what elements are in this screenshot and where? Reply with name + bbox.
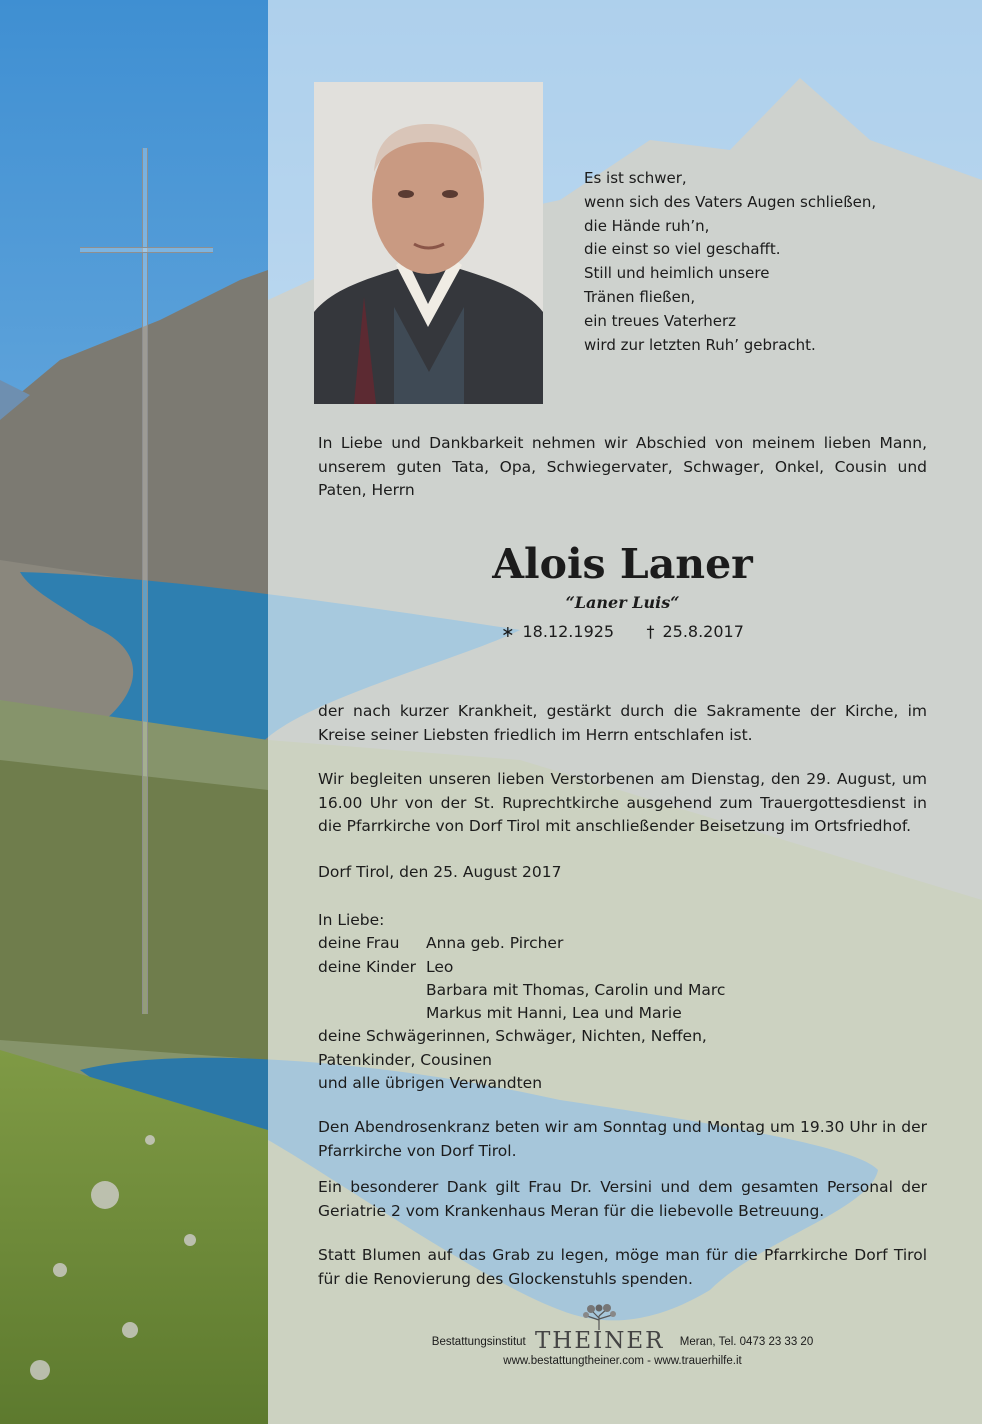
family-row: und alle übrigen Verwandten bbox=[318, 1074, 543, 1093]
poem-line: die einst so viel geschafft. bbox=[584, 240, 781, 259]
portrait-photo bbox=[314, 82, 543, 404]
poem-line: Still und heimlich unsere bbox=[584, 264, 770, 283]
place-date: Dorf Tirol, den 25. August 2017 bbox=[318, 863, 562, 881]
thanks-text: Ein besonderer Dank gilt Frau Dr. Versini und dem gesamten Personal der Geriatrie 2 vom Krankenhaus Meran für die liebevolle Betreuung. bbox=[318, 1178, 927, 1220]
cross-icon bbox=[142, 148, 148, 1014]
family-label: deine Frau bbox=[318, 934, 400, 953]
funeral-home-logo bbox=[535, 1328, 674, 1354]
birth-date: 18.12.1925 bbox=[522, 622, 615, 641]
poem-line: Tränen fließen, bbox=[584, 287, 696, 306]
website-links: www.bestattungtheiner.com - www.trauerhilfe.it bbox=[503, 1355, 742, 1367]
funeral-text: Wir begleiten unseren lieben Verstorbenen am Dienstag, den 29. August, um 16.00 Uhr von der St. Ruprechtkirche ausgehend zum Trauergottesdienst in die Pfarrkirche von Dorf Tirol mit anschließender Beisetzung im Ortsfriedhof. bbox=[318, 770, 927, 835]
intro-text: In Liebe und Dankbarkeit nehmen wir Abschied von meinem lieben Mann, unserem guten Tata, Opa, Schwiegervater, Schwager, Onkel, Cousin und Paten, Herrn bbox=[318, 434, 927, 499]
family-row: Patenkinder, Cousinen bbox=[318, 1050, 492, 1069]
contact-info: Meran, Tel. 0473 23 33 20 bbox=[679, 1336, 814, 1348]
death-date: 25.8.2017 bbox=[662, 622, 744, 641]
poem-line: ein treues Vaterherz bbox=[584, 311, 737, 330]
family-list bbox=[318, 909, 725, 1095]
death-text: der nach kurzer Krankheit, gestärkt durch die Sakramente der Kirche, im Kreise seiner Liebsten friedlich im Herrn entschlafen ist. bbox=[318, 702, 927, 744]
brand-name: THEINER bbox=[534, 1328, 665, 1354]
poem-line: Es ist schwer, bbox=[584, 169, 687, 187]
family-text: Leo bbox=[426, 957, 454, 976]
family-text: Barbara mit Thomas, Carolin und Marc bbox=[426, 980, 726, 999]
institute-label: Bestattungsinstitut bbox=[431, 1336, 526, 1348]
tree-icon bbox=[579, 1304, 619, 1330]
family-row bbox=[318, 979, 725, 1002]
poem-line: wird zur letzten Ruh’ gebracht. bbox=[584, 335, 816, 354]
family-row bbox=[318, 932, 725, 955]
deceased-name: Alois Laner bbox=[492, 540, 753, 588]
cross-icon-bar bbox=[80, 247, 213, 253]
deceased-nickname: “Laner Luis“ bbox=[565, 593, 680, 612]
family-row bbox=[318, 1002, 725, 1025]
family-text: Anna geb. Pircher bbox=[426, 934, 564, 953]
poem bbox=[584, 167, 876, 357]
death-symbol-icon: † bbox=[646, 622, 655, 641]
family-label: deine Kinder bbox=[318, 957, 417, 976]
family-row: deine Schwägerinnen, Schwäger, Nichten, Neffen, bbox=[318, 1027, 707, 1046]
funeral-home-footer bbox=[318, 1328, 927, 1367]
poem-line: die Hände ruh’n, bbox=[584, 216, 710, 235]
flowers-text: Statt Blumen auf das Grab zu legen, möge man für die Pfarrkirche Dorf Tirol für die Renovierung des Glockenstuhls spenden. bbox=[318, 1246, 927, 1288]
birth-symbol-icon: ∗ bbox=[501, 622, 515, 641]
poem-line: wenn sich des Vaters Augen schließen, bbox=[584, 192, 877, 211]
family-text: Markus mit Hanni, Lea und Marie bbox=[426, 1004, 682, 1023]
family-row bbox=[318, 956, 725, 979]
family-heading: In Liebe: bbox=[318, 911, 385, 929]
rosary-text: Den Abendrosenkranz beten wir am Sonntag und Montag um 19.30 Uhr in der Pfarrkirche von Dorf Tirol. bbox=[318, 1118, 927, 1160]
life-dates bbox=[318, 622, 927, 641]
